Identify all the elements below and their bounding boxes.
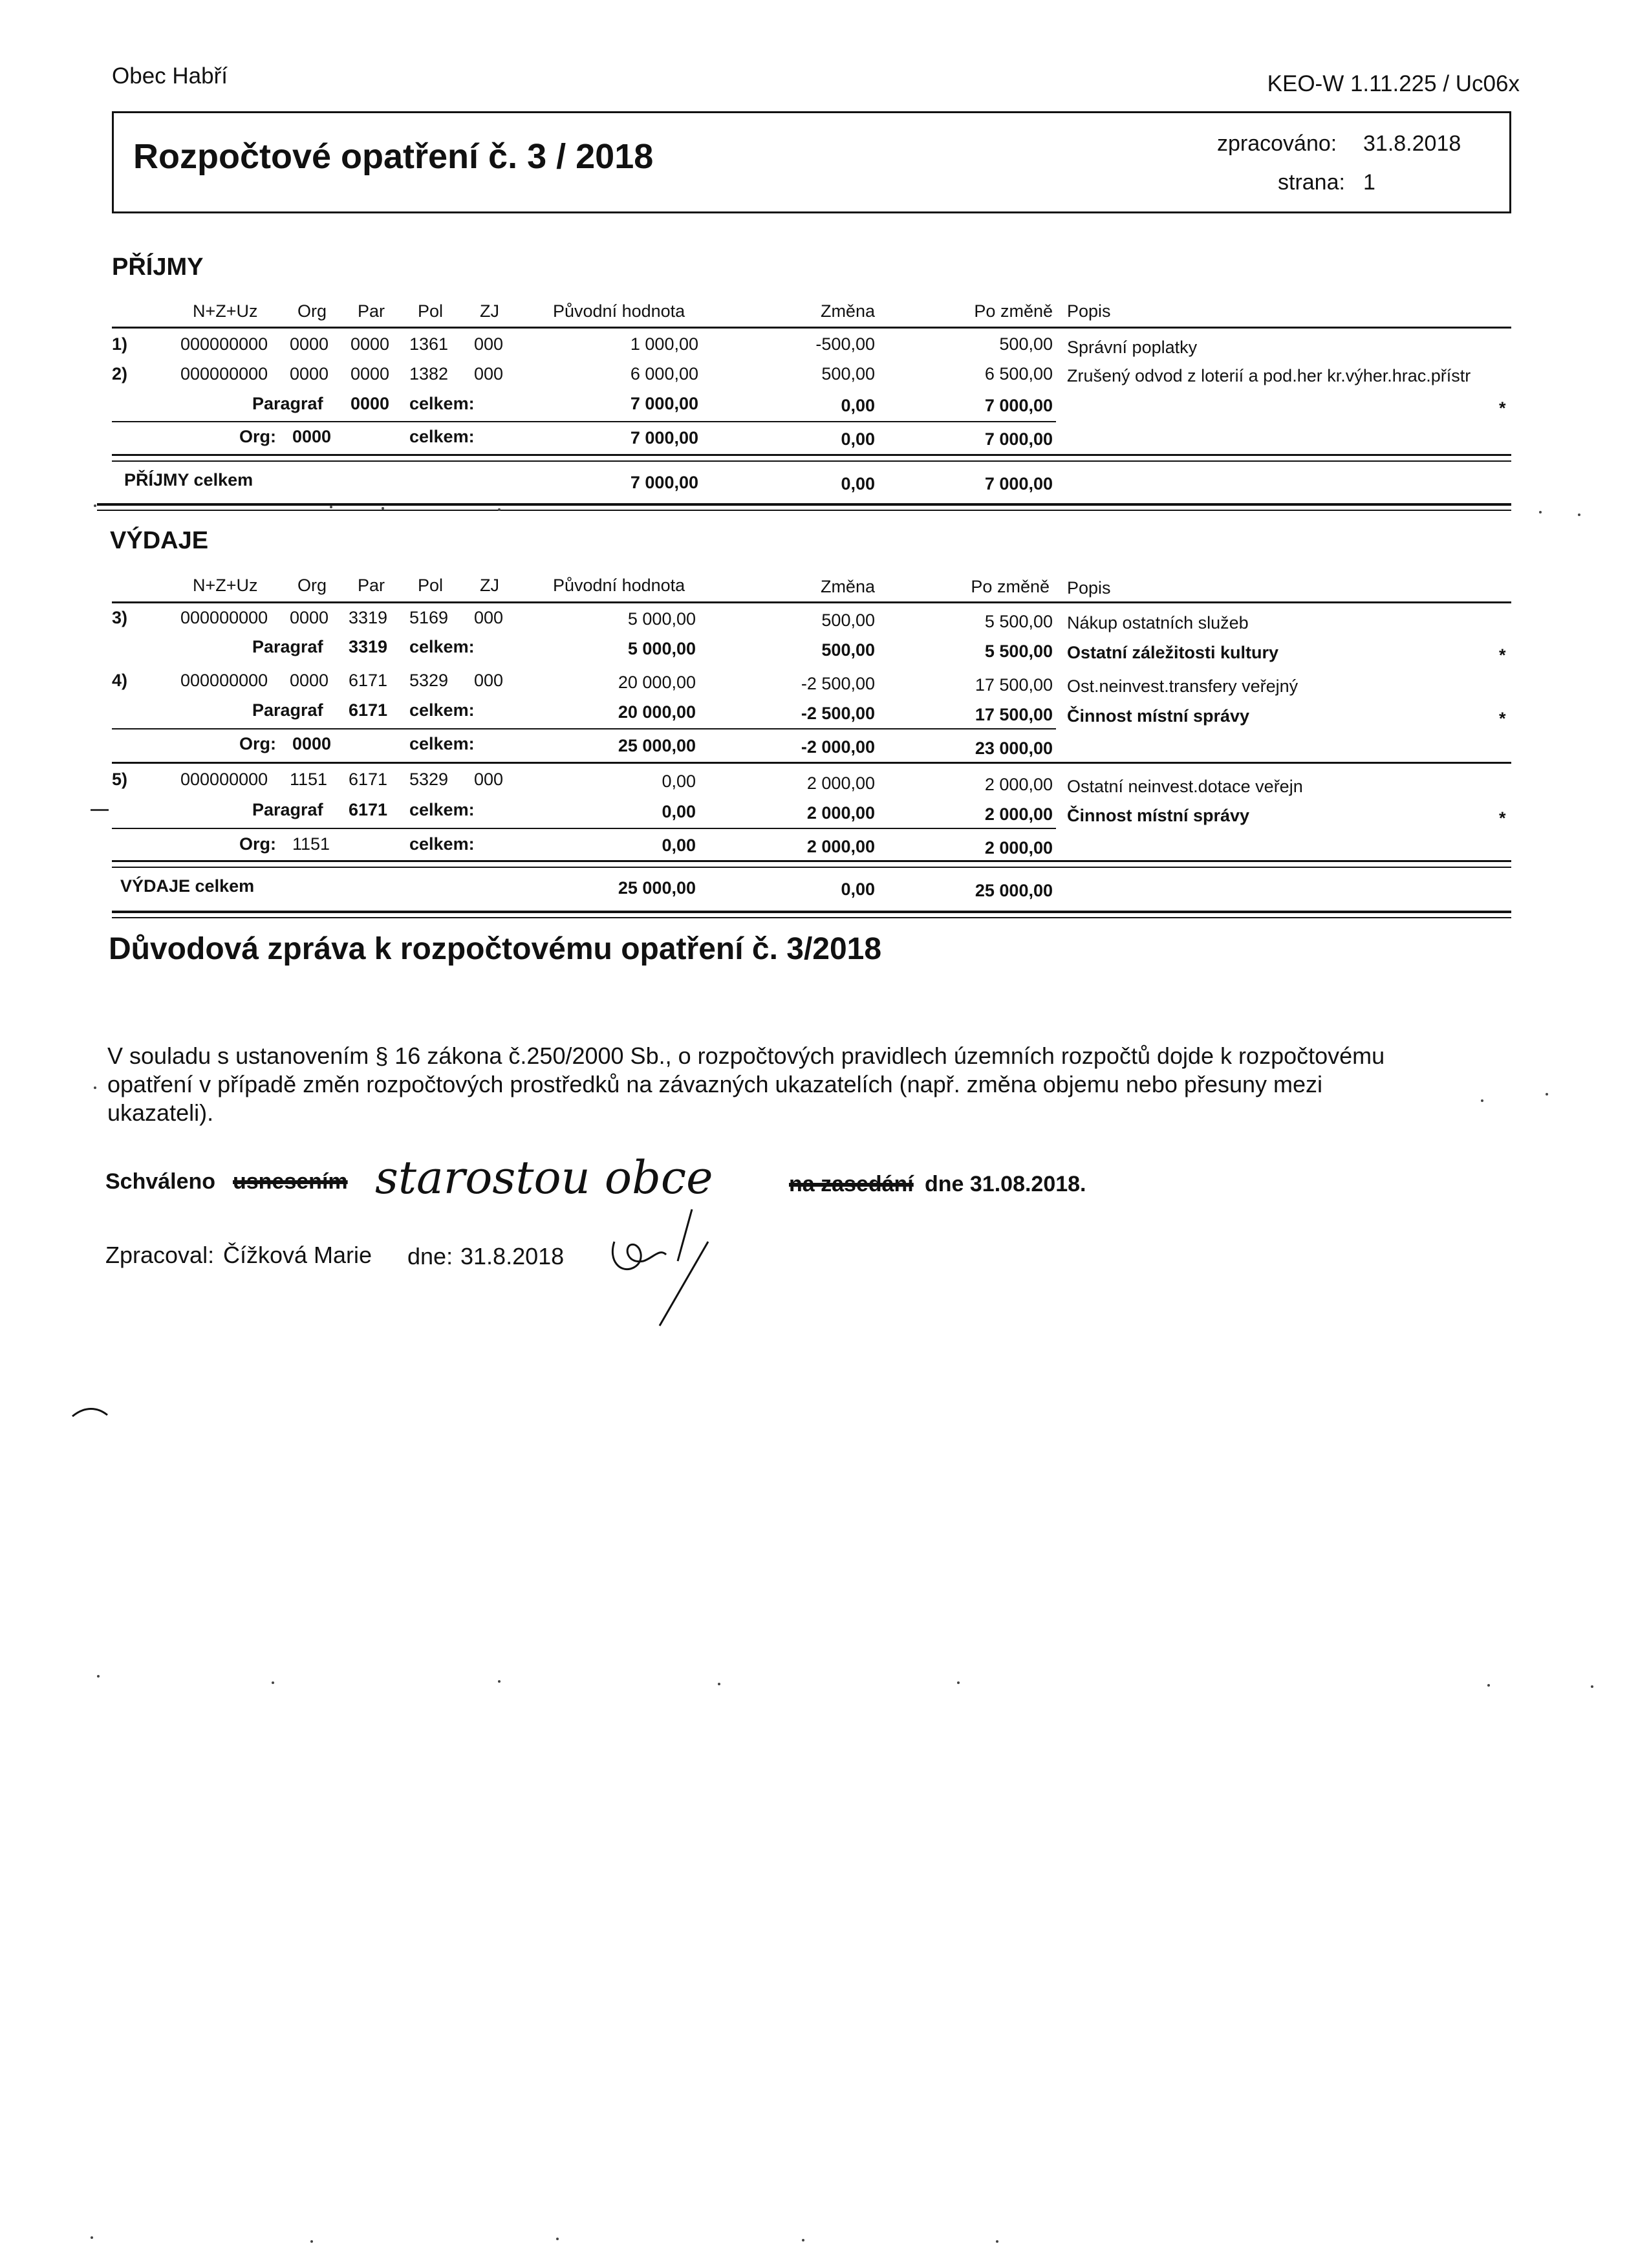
scan-dot xyxy=(802,2239,804,2241)
cell-nzuz: 000000000 xyxy=(180,770,268,789)
row-number: 1) xyxy=(112,334,128,354)
income-total-change: 0,00 xyxy=(841,474,875,493)
cell-org: 0000 xyxy=(290,608,329,627)
scan-dot xyxy=(1481,1099,1483,1102)
cell-after: 6 500,00 xyxy=(984,364,1053,383)
paragraf-label: Paragraf xyxy=(252,394,323,413)
col-desc: Popis xyxy=(1067,301,1111,321)
prepared-date: 31.8.2018 xyxy=(460,1243,565,1269)
org-after: 2 000,00 xyxy=(984,838,1053,858)
org-change: 2 000,00 xyxy=(806,837,875,856)
paragraf-word: celkem: xyxy=(409,800,475,819)
org-label: Org: xyxy=(239,734,276,753)
cell-pol: 5329 xyxy=(409,770,449,789)
page-label: strana: xyxy=(1278,170,1345,195)
paragraf-after: 2 000,00 xyxy=(984,805,1053,824)
org-orig: 7 000,00 xyxy=(630,428,698,448)
cell-pol: 1361 xyxy=(409,334,449,354)
paragraf-code: 0000 xyxy=(350,394,390,413)
cell-par: 3319 xyxy=(349,608,388,627)
report-body-line1: V souladu s ustanovením § 16 zákona č.250/2000 Sb., o rozpočtových pravidlech územních rozpočtů dojde k rozpočtovému xyxy=(107,1042,1385,1069)
col-nzuz: N+Z+Uz xyxy=(193,301,258,321)
scan-dot xyxy=(498,508,501,511)
municipality-name: Obec Habří xyxy=(112,63,228,89)
cell-after: 500,00 xyxy=(999,334,1053,354)
row-number: 3) xyxy=(112,608,128,627)
cell-org: 0000 xyxy=(290,334,329,354)
paragraf-word: celkem: xyxy=(409,700,475,720)
paragraf-change: -2 500,00 xyxy=(801,704,875,723)
org-orig: 25 000,00 xyxy=(618,736,696,755)
expenses-total-orig: 25 000,00 xyxy=(618,878,696,898)
income-total-rule-top2 xyxy=(112,460,1511,462)
cell-par: 0000 xyxy=(350,334,390,354)
scan-dot xyxy=(382,507,384,510)
col-pol: Pol xyxy=(418,301,444,321)
cell-nzuz: 000000000 xyxy=(180,608,268,627)
processed-label: zpracováno: xyxy=(1217,131,1337,156)
handwritten-approver: starostou obce xyxy=(375,1151,713,1204)
expenses-total-rule-top2 xyxy=(112,867,1511,868)
org-label: Org: xyxy=(239,427,276,446)
scan-dot xyxy=(272,1681,274,1684)
col-desc: Popis xyxy=(1067,578,1111,598)
scan-dot xyxy=(1578,513,1580,516)
cell-change: -500,00 xyxy=(815,334,875,354)
scan-dot xyxy=(996,2240,998,2243)
org-after: 7 000,00 xyxy=(984,429,1053,449)
paragraf-orig: 7 000,00 xyxy=(630,394,698,413)
income-total-label: PŘÍJMY celkem xyxy=(124,470,253,490)
col-par: Par xyxy=(358,301,385,321)
scan-dot xyxy=(1546,1093,1548,1096)
cell-par: 0000 xyxy=(350,364,390,383)
col-orig: Původní hodnota xyxy=(553,576,685,595)
expenses-end-rule2 xyxy=(112,917,1511,918)
paragraf-desc: Ostatní záležitosti kultury xyxy=(1067,643,1279,662)
prepared-date-label: dne: xyxy=(407,1243,453,1269)
row-number: 2) xyxy=(112,364,128,383)
paragraf-star: * xyxy=(1499,398,1506,418)
cell-org: 0000 xyxy=(290,671,329,690)
scan-dot xyxy=(310,2240,313,2243)
paragraf-code: 6171 xyxy=(349,700,388,720)
paragraf-label: Paragraf xyxy=(252,800,323,819)
income-total-after: 7 000,00 xyxy=(984,474,1053,493)
org-after: 23 000,00 xyxy=(975,739,1053,758)
scan-dot xyxy=(94,1086,96,1089)
cell-after: 5 500,00 xyxy=(984,612,1053,631)
cell-orig: 1 000,00 xyxy=(630,334,698,354)
report-title: Důvodová zpráva k rozpočtovému opatření č. 3/2018 xyxy=(109,932,882,966)
col-change: Změna xyxy=(820,301,875,321)
cell-nzuz: 000000000 xyxy=(180,671,268,690)
scan-dot xyxy=(1539,511,1542,513)
scan-dot xyxy=(957,1681,960,1684)
paragraf-desc: Činnost místní správy xyxy=(1067,806,1250,825)
scan-dot xyxy=(718,1683,720,1685)
row-number: 5) xyxy=(112,770,128,789)
cell-par: 6171 xyxy=(349,770,388,789)
expenses-total-rule-top xyxy=(112,860,1511,862)
title-box xyxy=(112,111,1511,213)
paragraf-change: 500,00 xyxy=(821,640,875,660)
col-zj: ZJ xyxy=(480,576,499,595)
cell-orig: 5 000,00 xyxy=(627,609,696,629)
cell-nzuz: 000000000 xyxy=(180,364,268,383)
approved-date: dne 31.08.2018. xyxy=(925,1172,1086,1196)
cell-zj: 000 xyxy=(474,334,504,354)
prepared-label: Zpracoval: xyxy=(105,1242,215,1268)
paragraf-orig: 0,00 xyxy=(662,802,696,821)
expenses-total-after: 25 000,00 xyxy=(975,881,1053,900)
scan-dot xyxy=(498,1680,501,1683)
expenses-header-rule xyxy=(112,601,1511,603)
org-code: 0000 xyxy=(292,734,332,753)
expenses-org-rule xyxy=(112,728,1056,729)
scan-dot xyxy=(330,506,332,508)
cell-nzuz: 000000000 xyxy=(180,334,268,354)
cell-orig: 0,00 xyxy=(662,772,696,791)
cell-par: 6171 xyxy=(349,671,388,690)
org-word: celkem: xyxy=(409,734,475,753)
paragraf-orig: 5 000,00 xyxy=(627,639,696,658)
income-header-rule xyxy=(112,327,1511,329)
approved-struck-text2: na zasedání xyxy=(789,1172,914,1196)
org-word: celkem: xyxy=(409,427,475,446)
cell-orig: 6 000,00 xyxy=(630,364,698,383)
org-code: 0000 xyxy=(292,427,332,446)
org-change: 0,00 xyxy=(841,429,875,449)
cell-orig: 20 000,00 xyxy=(618,673,696,692)
paragraf-orig: 20 000,00 xyxy=(618,702,696,722)
paragraf-word: celkem: xyxy=(409,394,475,413)
paragraf-code: 6171 xyxy=(349,800,388,819)
col-org: Org xyxy=(297,301,327,321)
cell-desc: Zrušený odvod z loterií a pod.her kr.výher.hrac.přístr xyxy=(1067,366,1471,385)
col-pol: Pol xyxy=(418,576,444,595)
approved-struck-text: usnesením xyxy=(233,1169,348,1194)
cell-desc: Ostatní neinvest.dotace veřejn xyxy=(1067,777,1303,796)
cell-desc: Ost.neinvest.transfery veřejný xyxy=(1067,676,1299,696)
document-code: KEO-W 1.11.225 / Uc06x xyxy=(1267,71,1520,96)
income-org-rule xyxy=(112,421,1056,422)
cell-zj: 000 xyxy=(474,671,504,690)
col-par: Par xyxy=(358,576,385,595)
income-heading: PŘÍJMY xyxy=(112,254,204,281)
page-title: Rozpočtové opatření č. 3 / 2018 xyxy=(133,137,654,176)
scan-dot xyxy=(1487,1684,1490,1687)
cell-change: -2 500,00 xyxy=(801,674,875,693)
income-end-rule2 xyxy=(97,510,1511,511)
org-orig: 0,00 xyxy=(662,836,696,855)
page-number: 1 xyxy=(1363,170,1375,195)
paragraf-star: * xyxy=(1499,645,1506,665)
paragraf-star: * xyxy=(1499,808,1506,828)
org-word: celkem: xyxy=(409,834,475,854)
cell-org: 1151 xyxy=(290,770,328,789)
paragraf-after: 5 500,00 xyxy=(984,642,1053,661)
income-total-rule-top xyxy=(112,454,1511,456)
paragraf-change: 0,00 xyxy=(841,396,875,415)
expenses-end-rule xyxy=(112,911,1511,913)
scan-dot xyxy=(91,2236,93,2239)
scan-mark xyxy=(71,1403,110,1423)
expenses-org-separator xyxy=(112,762,1511,764)
org-label: Org: xyxy=(239,834,276,854)
col-after: Po změně xyxy=(974,301,1053,321)
income-end-rule xyxy=(97,503,1511,506)
row-number: 4) xyxy=(112,671,128,690)
paragraf-code: 3319 xyxy=(349,637,388,656)
cell-after: 2 000,00 xyxy=(984,775,1053,794)
cell-desc: Nákup ostatních služeb xyxy=(1067,613,1249,632)
cell-pol: 1382 xyxy=(409,364,449,383)
col-nzuz: N+Z+Uz xyxy=(193,576,258,595)
col-zj: ZJ xyxy=(480,301,499,321)
paragraf-desc: Činnost místní správy xyxy=(1067,706,1250,726)
paragraf-word: celkem: xyxy=(409,637,475,656)
dash-mark xyxy=(91,809,109,811)
cell-pol: 5329 xyxy=(409,671,449,690)
processed-date: 31.8.2018 xyxy=(1363,131,1461,156)
cell-after: 17 500,00 xyxy=(975,675,1053,695)
cell-zj: 000 xyxy=(474,608,504,627)
cell-desc: Správní poplatky xyxy=(1067,338,1198,357)
income-total-orig: 7 000,00 xyxy=(630,473,698,492)
col-after: Po změně xyxy=(971,577,1050,596)
paragraf-label: Paragraf xyxy=(252,700,323,720)
cell-zj: 000 xyxy=(474,364,504,383)
col-org: Org xyxy=(297,576,327,595)
expenses-heading: VÝDAJE xyxy=(110,527,209,554)
cell-pol: 5169 xyxy=(409,608,449,627)
prepared-name: Čížková Marie xyxy=(223,1242,372,1268)
org-code: 1151 xyxy=(292,834,330,854)
expenses-total-change: 0,00 xyxy=(841,880,875,899)
cell-change: 500,00 xyxy=(821,610,875,630)
paragraf-after: 7 000,00 xyxy=(984,396,1053,415)
col-orig: Původní hodnota xyxy=(553,301,685,321)
paragraf-change: 2 000,00 xyxy=(806,803,875,823)
scan-dot xyxy=(1591,1685,1593,1688)
cell-org: 0000 xyxy=(290,364,329,383)
signature-mark xyxy=(595,1203,724,1332)
expenses-total-label: VÝDAJE celkem xyxy=(120,876,255,896)
scan-dot xyxy=(556,2238,559,2240)
paragraf-star: * xyxy=(1499,709,1506,728)
cell-zj: 000 xyxy=(474,770,504,789)
paragraf-label: Paragraf xyxy=(252,637,323,656)
report-body-line2: opatření v případě změn rozpočtových prostředků na závazných ukazatelích (např. změna objemu nebo přesuny mezi xyxy=(107,1071,1323,1097)
approved-label: Schváleno xyxy=(105,1169,216,1194)
paragraf-after: 17 500,00 xyxy=(975,705,1053,724)
cell-change: 500,00 xyxy=(821,364,875,383)
col-change: Změna xyxy=(820,577,875,596)
scan-dot xyxy=(97,1675,100,1678)
scan-dot xyxy=(94,504,96,507)
report-body-line3: ukazateli). xyxy=(107,1099,214,1126)
expenses-org-rule xyxy=(112,828,1056,829)
org-change: -2 000,00 xyxy=(801,737,875,757)
cell-change: 2 000,00 xyxy=(806,773,875,793)
